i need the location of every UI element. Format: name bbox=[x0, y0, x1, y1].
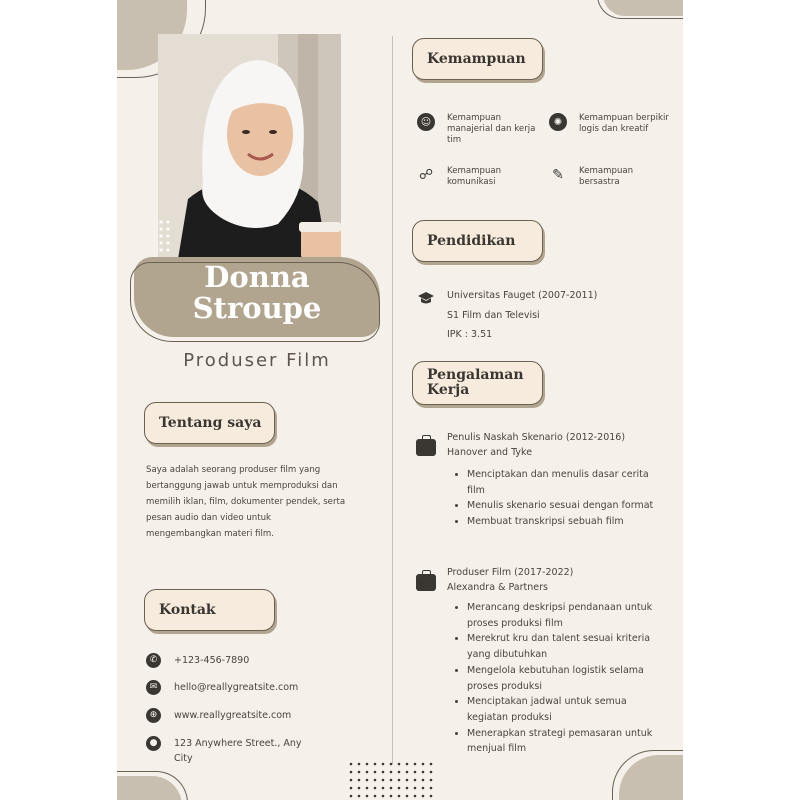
last-name: Stroupe bbox=[192, 291, 322, 325]
education-school: Universitas Fauget (2007-2011) bbox=[447, 290, 598, 301]
chat-icon: ✎ bbox=[552, 166, 564, 183]
contact-website bbox=[146, 708, 291, 723]
decor-arc-bottom-right bbox=[612, 750, 683, 800]
job-title bbox=[447, 565, 573, 595]
column-divider bbox=[392, 36, 393, 764]
job-duty: • Mengelola kebutuhan logistik selama proses produksi bbox=[467, 663, 667, 694]
job-duty: • Menciptakan jadwal untuk semua kegiatan produksi bbox=[467, 694, 667, 725]
contact-address-text: 123 Anywhere Street., Any City bbox=[174, 738, 302, 764]
job-title-text: Penulis Naskah Skenario (2012-2016) bbox=[447, 432, 626, 443]
skill-item bbox=[549, 113, 674, 135]
smile-icon: ☺ bbox=[417, 113, 435, 131]
email-icon: ✉ bbox=[146, 680, 161, 695]
briefcase-icon bbox=[416, 439, 436, 456]
skill-text: Kemampuan manajerial dan kerja tim bbox=[447, 113, 536, 145]
first-name: Donna bbox=[204, 260, 310, 294]
contact-phone-text: +123-456-7890 bbox=[174, 655, 250, 666]
decor-arc-top-right bbox=[597, 0, 683, 19]
profile-photo-illustration bbox=[158, 34, 341, 259]
about-text: Saya adalah seorang produser film yang bertanggung jawab untuk memproduksi dan memilih iklan, film, dokumenter pendek, serta pesan audio dan video untuk mengembangkan materi film. bbox=[146, 465, 346, 539]
skill-text: Kemampuan komunikasi bbox=[447, 166, 502, 187]
person-name bbox=[134, 262, 380, 324]
contact-email bbox=[146, 680, 298, 695]
job-company: Alexandra & Partners bbox=[447, 582, 548, 593]
job-duties-list bbox=[453, 600, 667, 757]
brain-icon: ✺ bbox=[549, 113, 567, 131]
job-duty: • Menciptakan dan menulis dasar cerita film bbox=[467, 467, 667, 498]
education-gpa: IPK : 3.51 bbox=[447, 329, 493, 340]
decor-arc-bottom-left bbox=[117, 771, 188, 800]
contact-phone bbox=[146, 653, 249, 668]
job-role: Produser Film bbox=[183, 350, 331, 371]
phone-icon: ✆ bbox=[146, 653, 161, 668]
job-duty: • Merancang deskripsi pendanaan untuk proses produksi film bbox=[467, 600, 667, 631]
job-title bbox=[447, 430, 625, 460]
job-duties-list bbox=[453, 467, 667, 530]
briefcase-icon bbox=[416, 574, 436, 591]
profile-photo bbox=[158, 34, 341, 259]
people-icon: ☍ bbox=[418, 166, 434, 183]
skill-text: Kemampuan berpikir logis dan kreatif bbox=[579, 113, 669, 134]
job-duty: • Merekrut kru dan talent sesuai kriteria yang dibutuhkan bbox=[467, 631, 667, 662]
job-title-text: Produser Film (2017-2022) bbox=[447, 567, 574, 578]
contact-website-text: www.reallygreatsite.com bbox=[174, 710, 292, 721]
globe-icon: ⊕ bbox=[146, 708, 161, 723]
about-heading: Tentang saya bbox=[144, 402, 275, 444]
experience-heading bbox=[412, 361, 543, 405]
experience-heading-line2: Kerja bbox=[427, 382, 470, 398]
contact-heading: Kontak bbox=[144, 589, 275, 631]
skills-heading: Kemampuan bbox=[412, 38, 543, 80]
job-duty: • Menulis skenario sesuai dengan format bbox=[467, 498, 667, 514]
skill-text: Kemampuan bersastra bbox=[579, 166, 634, 187]
experience-heading-line1: Pengalaman bbox=[427, 367, 524, 383]
decor-dots-bottom bbox=[347, 760, 437, 800]
graduation-cap-icon bbox=[417, 291, 435, 309]
contact-address bbox=[146, 736, 316, 766]
job-company: Hanover and Tyke bbox=[447, 447, 533, 458]
skill-item bbox=[549, 166, 659, 188]
education-degree: S1 Film dan Televisi bbox=[447, 310, 540, 321]
location-icon: ● bbox=[146, 736, 161, 751]
job-duty: • Membuat transkripsi sebuah film bbox=[467, 514, 667, 530]
contact-email-text: hello@reallygreatsite.com bbox=[174, 682, 299, 693]
resume-page bbox=[117, 0, 683, 800]
skill-item bbox=[417, 113, 537, 146]
job-duty: • Menerapkan strategi pemasaran untuk menjual film bbox=[467, 726, 667, 757]
skill-item bbox=[417, 166, 527, 188]
education-heading: Pendidikan bbox=[412, 220, 543, 262]
